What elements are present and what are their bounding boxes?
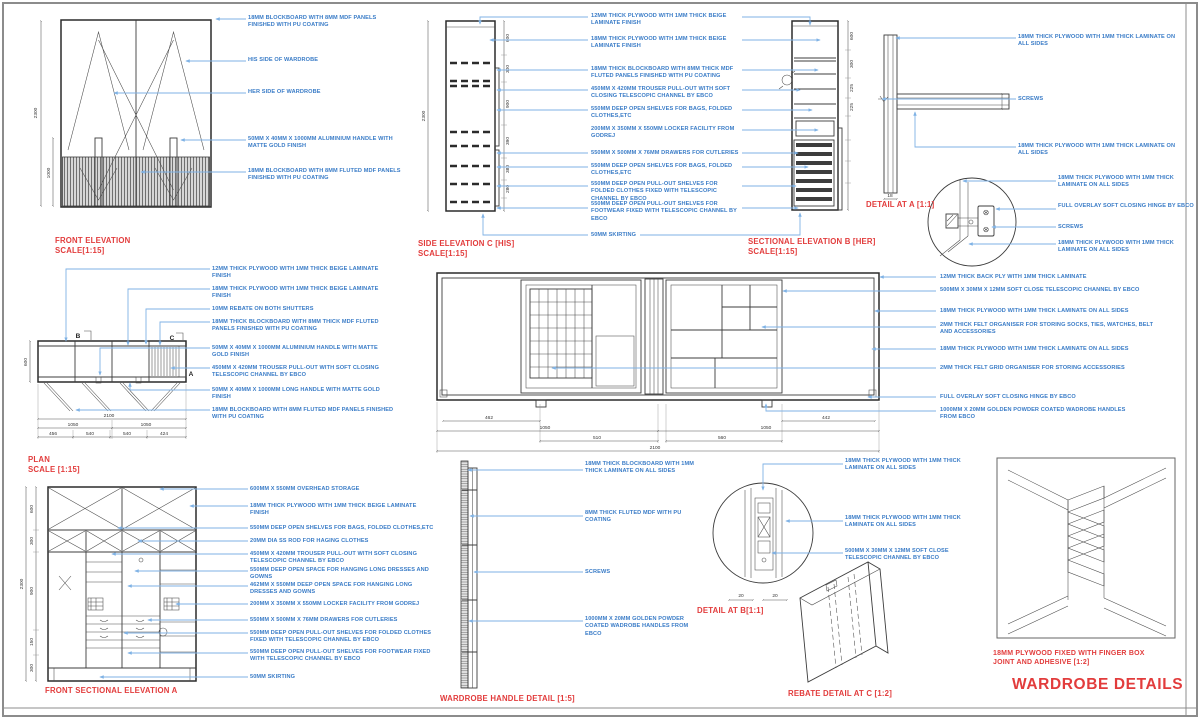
section-marker-a: A xyxy=(188,371,194,378)
side-elevation-c-dims xyxy=(421,21,511,211)
sectional-elevation-b-dims xyxy=(845,21,855,210)
plan-drawing xyxy=(38,331,194,411)
section-marker-c: C xyxy=(169,335,175,342)
annotation-label: 550MM DEEP OPEN SHELVES FOR BAGS, FOLDED CLOTHES,ETC xyxy=(591,106,733,120)
front-elevation-drawing xyxy=(61,20,211,207)
title-front-elevation-scale: SCALE[1:15] xyxy=(55,246,105,255)
annotation-label: 500MM X 30MM X 12MM SOFT CLOSE TELESCOPIC CHANNEL BY EBCO xyxy=(845,548,949,562)
title-side-elevation-c-scale: SCALE[1:15] xyxy=(418,249,468,258)
dim-label: 380 xyxy=(506,164,511,174)
title-plan-scale: SCALE [1:15] xyxy=(28,465,80,474)
annotation-label: 18MM THICK PLYWOOD WITH 1MM THICK BEIGE LAMINATE FINISH xyxy=(212,286,379,300)
dim-label: 2300 xyxy=(34,107,39,119)
front-sectional-a-dims xyxy=(19,487,39,681)
dim-label: 1050 xyxy=(539,426,551,431)
dim-label: 225 xyxy=(850,102,855,112)
dim-label: 18 xyxy=(887,194,893,199)
dim-label: 1050 xyxy=(140,423,152,428)
dim-label: 600 xyxy=(30,504,35,514)
title-detail-a: DETAIL AT A [1:1] xyxy=(866,200,935,209)
annotation-label: 450MM X 420MM TROUSER PULL-OUT WITH SOFT CLOSING TELESCOPIC CHANNEL BY EBCO xyxy=(591,86,731,100)
dim-label: 456 xyxy=(48,432,58,437)
annotation-label: 12MM THICK PLYWOOD WITH 1MM THICK BEIGE LAMINATE FINISH xyxy=(591,13,727,27)
dim-label: 510 xyxy=(592,436,602,441)
annotation-label: 550MM X 500MM X 76MM DRAWERS FOR CUTLERIES xyxy=(591,150,739,156)
dim-label: 2100 xyxy=(103,414,115,419)
annotation-label: 450MM X 420MM TROUSER PULL-OUT WITH SOFT CLOSING TELESCOPIC CHANNEL BY EBCO xyxy=(250,551,418,565)
annotation-label: 550MM DEEP OPEN PULL-OUT SHELVES FOR FOOTWEAR FIXED WITH TELESCOPIC CHANNEL BY EBCO xyxy=(250,649,431,663)
annotation-label: 18MM BLOCKBOARD WITH 8MM FLUTED MDF PANELS FINISHED WITH PU COATING xyxy=(248,168,401,182)
rebate-detail-drawing xyxy=(800,562,888,682)
annotation-label: 500MM X 30MM X 12MM SOFT CLOSE TELESCOPIC CHANNEL BY EBCO xyxy=(940,287,1140,293)
title-sectional-elevation-b-scale: SCALE[1:15] xyxy=(748,247,798,256)
dim-label: 20 xyxy=(738,594,744,599)
dim-label: 600 xyxy=(24,357,29,367)
hinge-detail-drawing xyxy=(928,178,1016,266)
annotation-label: 18MM THICK BLOCKBOARD WITH 8MM THICK MDF FLUTED PANELS FINISHED WITH PU COATING xyxy=(591,66,734,80)
annotation-label: 200MM X 350MM X 550MM LOCKER FACILITY FROM GODREJ xyxy=(250,601,420,607)
dim-label: 462 xyxy=(484,416,494,421)
drawer-stack xyxy=(796,143,832,201)
title-rebate-detail: REBATE DETAIL AT C [1:2] xyxy=(788,689,892,698)
title-finger-joint: 18MM PLYWOOD FIXED WITH FINGER BOX JOINT AND ADHESIVE [1:2] xyxy=(993,650,1145,666)
dim-label: 2100 xyxy=(649,446,661,451)
side-elevation-c-drawing xyxy=(446,21,499,211)
sheet-title: WARDROBE DETAILS xyxy=(1012,676,1184,693)
handle-detail-drawing xyxy=(461,461,477,688)
annotation-label: 550MM DEEP OPEN PULL-OUT SHELVES FOR FOLDED CLOTHES FIXED WITH TELESCOPIC CHANNEL BY EBCO xyxy=(591,181,718,202)
annotation-label: SCREWS xyxy=(1058,224,1084,230)
dim-label: 900 xyxy=(30,586,35,596)
finger-joint-drawing xyxy=(997,458,1175,638)
dim-label: 20 xyxy=(772,594,778,599)
annotation-label: 550MM DEEP OPEN SHELVES FOR BAGS, FOLDED CLOTHES,ETC xyxy=(591,163,733,177)
dim-label: 1000 xyxy=(47,167,52,179)
dim-label: 600 xyxy=(850,31,855,41)
dim-label: 2300 xyxy=(20,578,25,590)
annotation-label: 18MM THICK PLYWOOD WITH 1MM THICK LAMINATE ON ALL SIDES xyxy=(1058,175,1174,189)
annotation-label: 550MM DEEP OPEN SHELVES FOR BAGS, FOLDED CLOTHES,ETC xyxy=(250,525,434,531)
title-detail-b: DETAIL AT B[1:1] xyxy=(697,606,764,615)
annotation-label: 18MM THICK BLOCKBOARD WITH 8MM THICK MDF FLUTED PANELS FINISHED WITH PU COATING xyxy=(212,319,379,333)
annotation-label: SCREWS xyxy=(585,569,611,575)
annotation-label: 1000MM X 20MM GOLDEN POWDER COATED WADROBE HANDLES FROM EBCO xyxy=(585,616,689,637)
dim-label: 900 xyxy=(506,99,511,109)
annotation-label: 550MM DEEP OPEN PULL-OUT SHELVES FOR FOLDED CLOTHES FIXED WITH TELESCOPIC CHANNEL BY EBCO xyxy=(250,630,432,644)
annotation-label: 12MM THICK BACK PLY WITH 1MM THICK LAMINATE xyxy=(940,274,1087,280)
annotation-label: 2MM THICK FELT GRID ORGANISER FOR STORING ACCESSORIES xyxy=(940,365,1125,371)
dim-label: 424 xyxy=(159,432,169,437)
dim-label: 300 xyxy=(506,64,511,74)
annotation-label: 50MM X 40MM X 1000MM LONG HANDLE WITH MATTE GOLD FINISH xyxy=(212,387,380,401)
dim-label: 390 xyxy=(506,136,511,146)
annotation-label: SCREWS xyxy=(1018,96,1044,102)
dim-label: 2300 xyxy=(422,110,427,122)
annotation-label: HIS SIDE OF WARDROBE xyxy=(248,57,319,63)
dim-label: 300 xyxy=(850,59,855,69)
sectional-elevation-b-drawing xyxy=(779,21,842,210)
title-side-elevation-c: SIDE ELEVATION C [HIS] xyxy=(418,239,515,248)
annotation-label: 600MM X 550MM OVERHEAD STORAGE xyxy=(250,486,360,492)
annotation-label: 50MM SKIRTING xyxy=(250,674,296,680)
central-elevation-drawing xyxy=(437,273,879,407)
dim-label: 442 xyxy=(821,416,831,421)
dim-label: 1050 xyxy=(67,423,79,428)
dim-label: 300 xyxy=(30,536,35,546)
annotation-label: 18MM THICK PLYWOOD WITH 1MM THICK BEIGE LAMINATE FINISH xyxy=(250,503,417,517)
annotation-label: 18MM THICK PLYWOOD WITH 1MM THICK LAMINATE ON ALL SIDES xyxy=(940,346,1129,352)
annotation-label: 18MM THICK PLYWOOD WITH 1MM THICK LAMINATE ON ALL SIDES xyxy=(1058,240,1174,254)
dim-label: 300 xyxy=(30,663,35,673)
annotation-label: 18MM THICK PLYWOOD WITH 1MM THICK LAMINATE ON ALL SIDES xyxy=(845,458,961,472)
dim-label: 560 xyxy=(717,436,727,441)
annotation-label: 50MM X 40MM X 1000MM ALUMINIUM HANDLE WITH MATTE GOLD FINISH xyxy=(212,345,378,359)
section-marker-b: B xyxy=(75,333,81,340)
detail-a-drawing xyxy=(878,35,1009,199)
annotation-label: 18MM THICK PLYWOOD WITH 1MM THICK LAMINATE ON ALL SIDES xyxy=(845,515,961,529)
title-front-elevation: FRONT ELEVATION xyxy=(55,236,131,245)
annotation-label: 462MM X 550MM DEEP OPEN SPACE FOR HANGING LONG DRESSES AND GOWNS xyxy=(250,582,413,596)
central-elevation-dims xyxy=(437,402,879,453)
title-handle-detail: WARDROBE HANDLE DETAIL [1:5] xyxy=(440,694,575,703)
annotation-label: 1000MM X 20MM GOLDEN POWDER COATED WADROBE HANDLES FROM EBCO xyxy=(940,407,1126,421)
annotation-label: 18MM THICK BLOCKBOARD WITH 1MM THICK LAMINATE ON ALL SIDES xyxy=(585,461,694,475)
annotation-label: 200MM X 350MM X 550MM LOCKER FACILITY FROM GODREJ xyxy=(591,126,735,140)
annotation-label: 550MM X 500MM X 76MM DRAWERS FOR CUTLERIES xyxy=(250,617,398,623)
annotation-label: 2MM THICK FELT ORGANISER FOR STORING SOCKS, TIES, WATCHES, BELT AND ACCESSORIES xyxy=(940,322,1154,336)
annotation-label: 450MM X 420MM TROUSER PULL-OUT WITH SOFT CLOSING TELESCOPIC CHANNEL BY EBCO xyxy=(212,365,380,379)
dim-label: 280 xyxy=(506,184,511,194)
annotation-label: FULL OVERLAY SOFT CLOSING HINGE BY EBCO xyxy=(940,394,1076,400)
dim-label: 1050 xyxy=(760,426,772,431)
title-front-sectional-a: FRONT SECTIONAL ELEVATION A xyxy=(45,686,178,695)
dim-label: 225 xyxy=(850,83,855,93)
annotation-label: 18MM THICK PLYWOOD WITH 1MM THICK LAMINATE ON ALL SIDES xyxy=(1018,143,1176,157)
annotation-label: 18MM THICK PLYWOOD WITH 1MM THICK LAMINATE ON ALL SIDES xyxy=(1018,34,1176,48)
annotation-label: 50MM X 40MM X 1000MM ALUMINIUM HANDLE WITH MATTE GOLD FINISH xyxy=(248,136,393,150)
front-sectional-a-drawing xyxy=(48,487,196,681)
front-elevation-dims xyxy=(33,21,53,206)
annotation-label: 18MM THICK PLYWOOD WITH 1MM THICK LAMINATE ON ALL SIDES xyxy=(940,308,1129,314)
annotation-label: 12MM THICK PLYWOOD WITH 1MM THICK BEIGE LAMINATE FINISH xyxy=(212,266,379,280)
annotation-label: 8MM THICK FLUTED MDF WITH PU COATING xyxy=(585,510,682,524)
annotation-label: HER SIDE OF WARDROBE xyxy=(248,89,321,95)
annotation-label: FULL OVERLAY SOFT CLOSING HINGE BY EBCO xyxy=(1058,203,1194,209)
dim-label: 600 xyxy=(506,33,511,43)
annotation-label: 550MM DEEP OPEN PULL-OUT SHELVES FOR FOOTWEAR FIXED WITH TELESCOPIC CHANNEL BY EBCO xyxy=(591,201,737,222)
dim-label: 150 xyxy=(30,637,35,647)
dim-label: 540 xyxy=(122,432,132,437)
annotation-label: 10MM REBATE ON BOTH SHUTTERS xyxy=(212,306,314,312)
title-sectional-elevation-b: SECTIONAL ELEVATION B [HER] xyxy=(748,237,876,246)
annotation-label: 18MM THICK PLYWOOD WITH 1MM THICK BEIGE LAMINATE FINISH xyxy=(591,36,727,50)
annotation-label: 18MM BLOCKBOARD WITH 8MM FLUTED MDF PANELS FINISHED WITH PU COATING xyxy=(212,407,394,421)
annotation-label: 550MM DEEP OPEN SPACE FOR HANGING LONG DRESSES AND GOWNS xyxy=(250,567,429,581)
dim-label: 540 xyxy=(85,432,95,437)
annotation-label: 50MM SKIRTING xyxy=(591,232,637,238)
detail-b-drawing xyxy=(713,483,813,600)
title-plan: PLAN xyxy=(28,455,51,464)
annotation-label: 20MM DIA SS ROD FOR HAGING CLOTHES xyxy=(250,538,369,544)
annotation-label: 18MM BLOCKBOARD WITH 8MM MDF PANELS FINISHED WITH PU COATING xyxy=(248,15,377,29)
